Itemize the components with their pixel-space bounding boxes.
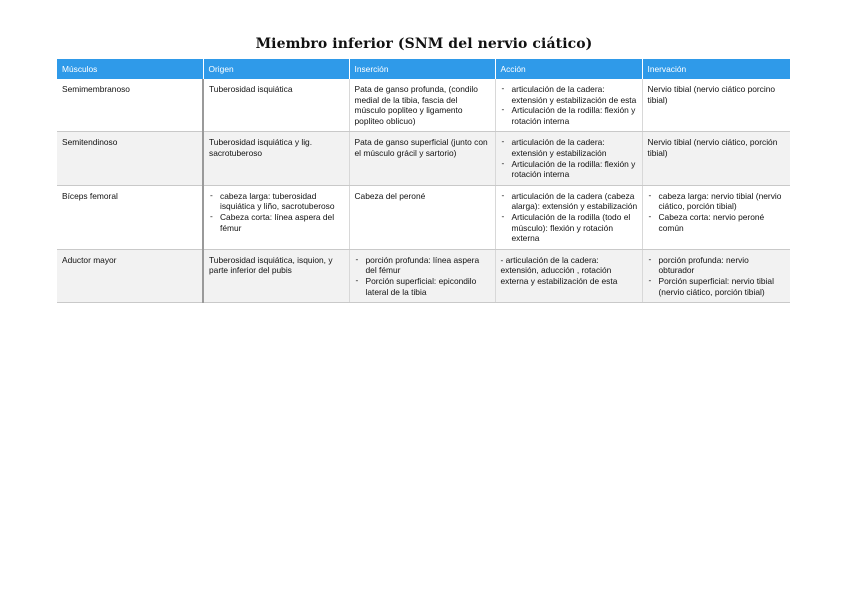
innervation-cell bbox=[642, 132, 790, 185]
insertion-text: Pata de ganso superficial (junto con el músculo grácil y sartorio) bbox=[354, 137, 488, 158]
header-inervacion: Inervación bbox=[642, 59, 790, 79]
list-item: - Articulación de la rodilla: flexión y rotación interna bbox=[501, 105, 638, 126]
insertion-cell bbox=[349, 249, 495, 302]
origin-cell bbox=[203, 79, 349, 132]
action-cell bbox=[495, 185, 642, 249]
muscle-name-cell: Aductor mayor bbox=[57, 249, 203, 302]
innervation-text: Nervio tibial (nervio ciático, porción tibial) bbox=[647, 137, 778, 158]
list-item: - cabeza larga: nervio tibial (nervio ciático, porción tibial) bbox=[648, 191, 787, 212]
origin-cell bbox=[203, 132, 349, 185]
action-list bbox=[501, 84, 638, 126]
table-row bbox=[57, 79, 790, 132]
innervation-cell bbox=[642, 79, 790, 132]
origin-list bbox=[209, 191, 345, 233]
insertion-list bbox=[355, 255, 491, 297]
origin-cell bbox=[203, 185, 349, 249]
list-item: - Articulación de la rodilla: flexión y rotación interna bbox=[501, 159, 638, 180]
action-cell bbox=[495, 249, 642, 302]
action-cell bbox=[495, 132, 642, 185]
muscle-table bbox=[57, 59, 790, 303]
list-item: - cabeza larga: tuberosidad isquiática y liño, sacrotuberoso bbox=[209, 191, 345, 212]
header-origen: Origen bbox=[203, 59, 349, 79]
list-item: - Articulación de la rodilla (todo el músculo): flexión y rotación externa bbox=[501, 212, 638, 244]
insertion-text: Pata de ganso profunda, (condilo medial de la tibia, fascia del músculo popliteo y ligamento popliteo oblicuo) bbox=[354, 84, 478, 126]
header-insercion: Inserción bbox=[349, 59, 495, 79]
header-musculos: Músculos bbox=[57, 59, 203, 79]
innervation-cell bbox=[642, 249, 790, 302]
innervation-text: Nervio tibial (nervio ciático porcino tibial) bbox=[647, 84, 776, 105]
list-item: - Cabeza corta: línea aspera del fémur bbox=[209, 212, 345, 233]
muscle-name-cell: Bíceps femoral bbox=[57, 185, 203, 249]
table-row bbox=[57, 249, 790, 302]
list-item: - Porción superficial: nervio tibial (nervio ciático, porción tibial) bbox=[648, 276, 787, 297]
action-list bbox=[501, 137, 638, 179]
list-item: - Porción superficial: epicondilo lateral de la tibia bbox=[355, 276, 491, 297]
list-item: - articulación de la cadera: extensión y estabilización bbox=[501, 137, 638, 158]
action-cell bbox=[495, 79, 642, 132]
table-row bbox=[57, 185, 790, 249]
insertion-text: Cabeza del peroné bbox=[354, 190, 426, 201]
innervation-cell bbox=[642, 185, 790, 249]
innervation-list bbox=[648, 191, 787, 233]
insertion-cell bbox=[349, 132, 495, 185]
list-item: - porción profunda: línea aspera del fémur bbox=[355, 255, 491, 276]
action-list bbox=[501, 191, 638, 244]
document-title: Miembro inferior (SNM del nervio ciático) bbox=[255, 36, 593, 52]
list-item: - porción profunda: nervio obturador bbox=[648, 255, 787, 276]
action-text: - articulación de la cadera: extensión, aducción , rotación externa y estabilización de esta bbox=[500, 254, 618, 286]
table-header-row bbox=[57, 59, 790, 79]
insertion-cell bbox=[349, 79, 495, 132]
header-accion: Acción bbox=[495, 59, 642, 79]
origin-text: Tuberosidad isquiática y lig. sacrotuberoso bbox=[209, 137, 313, 158]
muscle-name-cell: Semimembranoso bbox=[57, 79, 203, 132]
list-item: - Cabeza corta: nervio peroné común bbox=[648, 212, 787, 233]
insertion-cell bbox=[349, 185, 495, 249]
table-row bbox=[57, 132, 790, 185]
table-body bbox=[57, 79, 790, 303]
origin-cell bbox=[203, 249, 349, 302]
origin-text: Tuberosidad isquiática bbox=[209, 84, 293, 94]
origin-text: Tuberosidad isquiática, isquion, y parte inferior del pubis bbox=[209, 254, 333, 276]
innervation-list bbox=[648, 255, 787, 297]
list-item: - articulación de la cadera (cabeza alarga): extensión y estabilización bbox=[501, 191, 638, 212]
list-item: - articulación de la cadera: extensión y estabilización de esta bbox=[501, 84, 638, 105]
muscle-name-cell: Semitendinoso bbox=[57, 132, 203, 185]
